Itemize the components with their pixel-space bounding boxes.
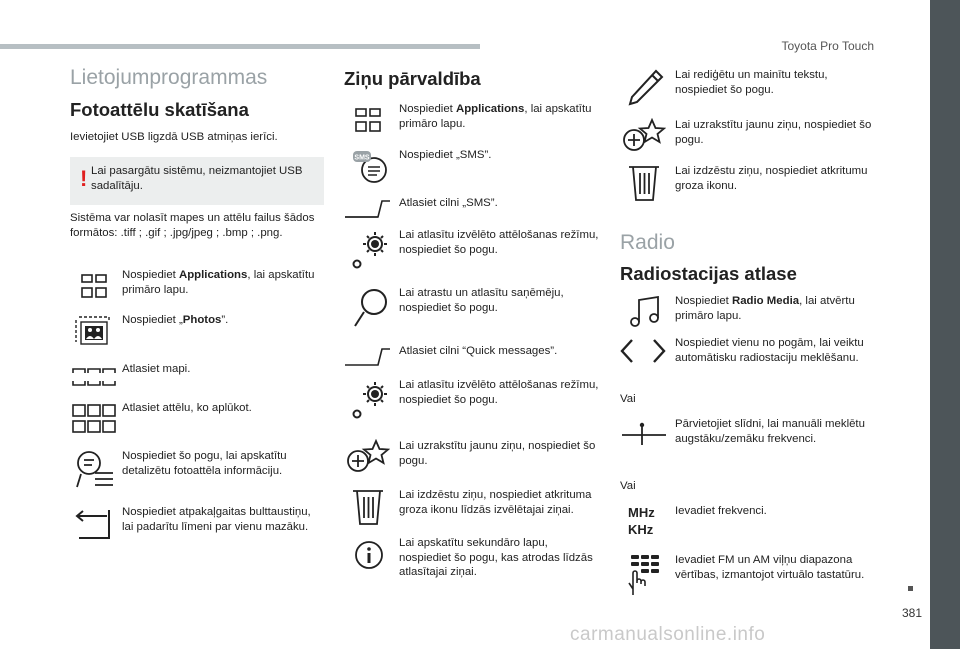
step-text: Lai izdzēstu ziņu, nospiediet atkritumu groza ikonu. xyxy=(675,165,868,192)
display-mode-gears-icon xyxy=(344,228,394,274)
step-text: Atlasiet cilni „SMS”. xyxy=(399,197,498,209)
search-icon xyxy=(344,286,394,332)
photos-icon xyxy=(70,313,120,359)
intro-text: Ievietojiet USB ligzdā USB atmiņas ierīci. xyxy=(70,131,278,143)
info-icon xyxy=(344,536,394,582)
step-text: Lai uzrakstītu jaunu ziņu, nospiediet šo pogu. xyxy=(399,440,596,467)
step-text: Atlasiet attēlu, ko aplūkot. xyxy=(122,402,252,414)
warning-text: Lai pasargātu sistēmu, neizmantojiet USB sadalītāju. xyxy=(91,165,303,192)
step-text: Nospiediet „SMS”. xyxy=(399,149,492,161)
warning-box xyxy=(70,157,324,205)
step-text: Lai rediģētu un mainītu tekstu, nospiediet šo pogu. xyxy=(675,69,828,96)
applications-grid-icon xyxy=(70,268,120,314)
step-text: Lai atrastu un atlasītu saņēmēju, nospiediet šo pogu. xyxy=(399,287,564,314)
back-arrow-icon xyxy=(70,505,120,551)
subtitle-messages: Ziņu pārvaldība xyxy=(344,68,481,89)
mhz-khz-icon: MHz KHz xyxy=(628,505,655,537)
step-text: Nospiediet šo pogu, lai apskatītu detalizētu fotoattēla informāciju. xyxy=(122,450,287,477)
applications-grid-icon xyxy=(344,102,394,148)
brand-label: Toyota Pro Touch xyxy=(781,39,874,53)
page-number: 381 xyxy=(902,606,923,620)
top-divider-bar xyxy=(0,44,480,49)
side-strip xyxy=(930,0,960,649)
formats-text: Sistēma var nolasīt mapes un attēlu failus šādos formātos: .tiff ; .gif ; .jpg/jpeg ; .bmp ; .png. xyxy=(70,212,315,239)
music-note-icon xyxy=(620,294,670,340)
sms-icon xyxy=(344,148,394,194)
subtitle-photos: Fotoattēlu skatīšana xyxy=(70,99,249,120)
keypad-touch-icon xyxy=(620,553,670,599)
step-text: Lai atlasītu izvēlēto attēlošanas režīmu, nospiediet šo pogu. xyxy=(399,379,599,406)
new-message-icon xyxy=(620,118,670,164)
photo-info-icon xyxy=(70,449,120,495)
step-text: Lai atlasītu izvēlēto attēlošanas režīmu, nospiediet šo pogu. xyxy=(399,229,599,256)
or-label: Vai xyxy=(620,480,636,492)
edit-pencil-icon xyxy=(620,68,670,114)
trash-icon xyxy=(620,164,670,210)
step-text: Lai apskatītu sekundāro lapu, nospiediet šo pogu, kas atrodas līdzās atlasītajai ziņai. xyxy=(399,537,593,578)
step-text: Nospiediet atpakaļgaitas bulttaustiņu, lai padarītu līmeni par vienu mazāku. xyxy=(122,506,311,533)
image-grid-icon xyxy=(70,401,120,447)
section-title-radio: Radio xyxy=(620,231,675,254)
chevron-left-right-icon xyxy=(620,336,670,382)
end-marker xyxy=(908,586,913,591)
step-text: Atlasiet cilni “Quick messages”. xyxy=(399,345,558,357)
sms-badge-label: SMS xyxy=(354,154,370,162)
frequency-slider-icon xyxy=(620,417,670,463)
step-text: Pārvietojiet slīdni, lai manuāli meklētu augstāku/zemāku frekvenci. xyxy=(675,418,865,445)
step-text: Ievadiet frekvenci. xyxy=(675,505,767,517)
step-text: Lai izdzēstu ziņu, nospiediet atkrituma groza ikonu līdzās izvēlētajai ziņai. xyxy=(399,489,592,516)
step-text: Nospiediet vienu no pogām, lai veiktu automātisku radiostaciju meklēšanu. xyxy=(675,337,864,364)
watermark: carmanualsonline.info xyxy=(570,624,766,645)
step-text: Lai uzrakstītu jaunu ziņu, nospiediet šo pogu. xyxy=(675,119,872,146)
new-message-icon xyxy=(344,439,394,485)
warning-icon: ! xyxy=(80,166,88,191)
or-label: Vai xyxy=(620,393,636,405)
step-text: Atlasiet mapi. xyxy=(122,363,191,375)
step-text: Nospiediet Applications, lai apskatītu primāro lapu. xyxy=(399,103,592,130)
subtitle-radio-select: Radiostacijas atlase xyxy=(620,263,797,284)
display-mode-gears-icon xyxy=(344,378,394,424)
step-text: Nospiediet Radio Media, lai atvērtu primāro lapu. xyxy=(675,295,855,322)
step-text: Nospiediet „Photos”. xyxy=(122,314,229,326)
section-title-apps: Lietojumprogrammas xyxy=(70,66,268,89)
step-text: Ievadiet FM un AM viļņu diapazona vērtības, izmantojot virtuālo tastatūru. xyxy=(675,554,865,581)
trash-icon xyxy=(344,488,394,534)
step-text: Nospiediet Applications, lai apskatītu primāro lapu. xyxy=(122,269,315,296)
